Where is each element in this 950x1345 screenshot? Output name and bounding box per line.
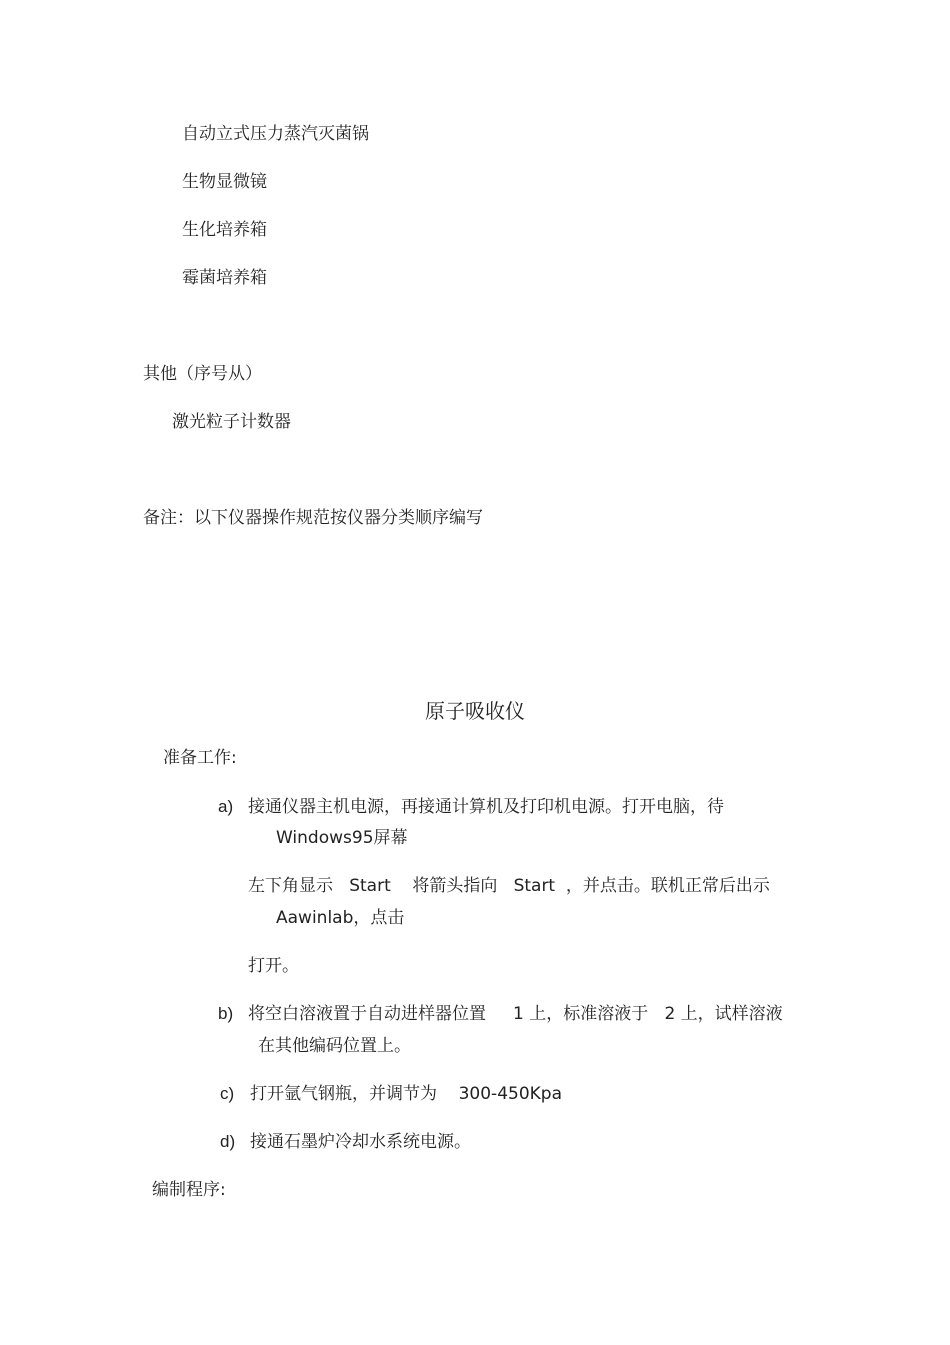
list-item: 自动立式压力蒸汽灭菌锅 (182, 124, 369, 144)
step-text: 接通仪器主机电源，再接通计算机及打印机电源。打开电脑，待 (248, 797, 724, 817)
step-text: 在其他编码位置上。 (258, 1036, 411, 1056)
step-marker: a) (218, 797, 234, 816)
list-item: 激光粒子计数器 (172, 412, 291, 432)
section-title: 原子吸收仪 (425, 699, 525, 723)
step-marker: b) (218, 1004, 234, 1023)
step-text: 打开。 (248, 956, 299, 976)
other-section-heading: 其他（序号从） (143, 364, 262, 384)
list-item: 霉菌培养箱 (182, 268, 267, 288)
step-text: Windows95屏幕 (276, 828, 408, 848)
list-item: 生物显微镜 (182, 172, 267, 192)
note-text: 备注：以下仪器操作规范按仪器分类顺序编写 (143, 508, 483, 528)
program-heading: 编制程序: (152, 1180, 226, 1200)
step-text: 左下角显示 Start 将箭头指向 Start ，并点击。联机正常后出示 (248, 876, 770, 896)
step-text: Aawinlab，点击 (276, 908, 405, 928)
prep-heading: 准备工作: (163, 748, 237, 768)
step-text: 打开氩气钢瓶，并调节为 300-450Kpa (250, 1084, 563, 1104)
step-text: 接通石墨炉冷却水系统电源。 (250, 1132, 471, 1152)
step-marker: d) (220, 1132, 236, 1151)
step-text: 将空白溶液置于自动进样器位置 1 上，标准溶液于 2 上，试样溶液 (248, 1004, 783, 1024)
step-marker: c) (220, 1084, 235, 1103)
list-item: 生化培养箱 (182, 220, 267, 240)
